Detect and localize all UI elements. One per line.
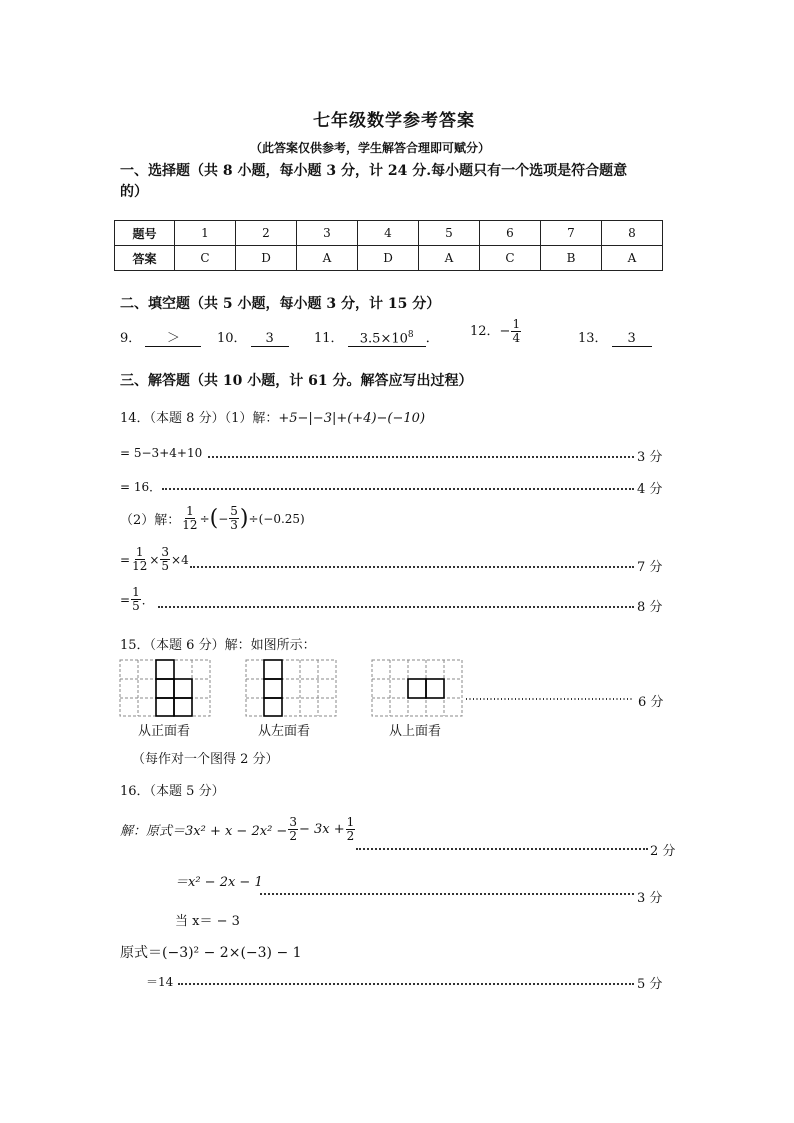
- top-view-grid: [372, 660, 462, 716]
- q14-intro: 14．（本题 8 分）（1）解：: [120, 411, 279, 426]
- q11-answer-base: 3.5×10: [359, 331, 408, 346]
- dotted-leader: [260, 893, 634, 895]
- fraction-numerator: 1: [186, 504, 194, 518]
- table-cell: 1: [175, 221, 236, 246]
- table-cell: C: [480, 246, 541, 271]
- q14-step3-score: 7 分: [637, 560, 663, 575]
- q12: [470, 318, 522, 345]
- left-view-label: 从左面看: [258, 724, 311, 739]
- fraction-numerator: 3: [161, 545, 170, 559]
- table-cell: 4: [358, 221, 419, 246]
- q16-intro: 16．（本题 5 分）: [120, 784, 225, 799]
- q10-number: 10．: [217, 331, 247, 346]
- section1-heading-line2: 的）: [120, 184, 148, 200]
- q15-views-figure: [118, 658, 658, 720]
- q16-line5-score: 5 分: [637, 977, 663, 992]
- q10-answer: 3: [251, 332, 289, 347]
- q16-line2-score: 3 分: [637, 891, 663, 906]
- fraction-denominator: 5: [132, 599, 140, 613]
- q14-frac4: [160, 546, 170, 573]
- section1-heading-line1: 一、选择题（共 8 小题，每小题 3 分，计 24 分.每小题只有一个选项是符合题意: [120, 163, 628, 179]
- q14-step3: [120, 546, 189, 573]
- q14-frac5: [131, 586, 141, 613]
- q9-answer: ＞: [145, 332, 201, 347]
- table-row: [115, 246, 663, 271]
- left-view-shape: [264, 660, 282, 716]
- q14-intro-line: [120, 407, 425, 426]
- table-cell: 5: [419, 221, 480, 246]
- q14-step4: [120, 586, 154, 613]
- table-cell: A: [419, 246, 480, 271]
- q9: [120, 327, 201, 347]
- fraction-denominator: 5: [161, 559, 170, 573]
- q11-answer: [348, 328, 426, 347]
- table-cell: B: [541, 246, 602, 271]
- fraction-numerator: 3: [289, 815, 297, 829]
- section3-heading: 三、解答题（共 10 小题，计 61 分。解答应写出过程）: [120, 373, 473, 389]
- dotted-leader: [190, 566, 634, 568]
- dotted-leader: [158, 606, 634, 608]
- divide-sign: ÷: [248, 511, 259, 526]
- q16-line1: [120, 816, 356, 843]
- fraction-denominator: 2: [346, 829, 355, 843]
- page-note: （此答案仅供参考，学生解答合理即可赋分）: [250, 141, 491, 155]
- q14-step2-score: 4 分: [637, 482, 663, 497]
- q13: [578, 327, 652, 347]
- table-cell: 2: [236, 221, 297, 246]
- fraction-denominator: 2: [289, 829, 297, 843]
- table-cell: D: [236, 246, 297, 271]
- dotted-leader: [178, 983, 634, 985]
- table-cell: C: [175, 246, 236, 271]
- q14-step1-score: 3 分: [637, 450, 663, 465]
- front-view-grid: [120, 660, 210, 716]
- dotted-leader: [356, 848, 648, 850]
- fraction-numerator: 1: [346, 815, 355, 829]
- equals-sign: =: [120, 592, 131, 607]
- q12-number: 12．: [470, 324, 500, 339]
- q16-line5: ＝14: [146, 975, 174, 989]
- left-view-grid: [246, 660, 336, 716]
- row-label-question: 题号: [115, 221, 175, 246]
- q14-step1: = 5−3+4+10: [120, 446, 203, 460]
- fraction-denominator: 3: [230, 518, 238, 532]
- q14-tail: (−0.25): [258, 511, 305, 526]
- table-cell: 8: [602, 221, 663, 246]
- q16-line1-mid: − 3x +: [298, 822, 345, 837]
- q14-part2-label: （2）解：: [120, 513, 181, 528]
- paren-open: (: [209, 505, 219, 531]
- paren-close: ): [239, 505, 249, 531]
- times-sign: ×: [149, 552, 160, 567]
- q10: [217, 327, 289, 347]
- q11: [314, 327, 439, 347]
- q16-line1-prefix: 解：原式＝3x² + x − 2x² −: [120, 824, 288, 839]
- fraction-numerator: 5: [230, 504, 238, 518]
- q16-line1-score: 2 分: [650, 844, 676, 859]
- q14-frac2: [229, 505, 239, 532]
- table-cell: 6: [480, 221, 541, 246]
- answer-table: [114, 220, 663, 271]
- q13-number: 13．: [578, 331, 608, 346]
- q16-frac2: [346, 816, 356, 843]
- fraction-denominator: 12: [132, 559, 148, 573]
- q12-sign: −: [499, 324, 511, 339]
- q16-frac1: [288, 816, 298, 843]
- q11-number: 11．: [314, 331, 344, 346]
- dotted-leader: [162, 488, 634, 490]
- q16-line4: 原式＝(−3)² − 2×(−3) − 1: [120, 945, 302, 961]
- top-view-label: 从上面看: [389, 724, 442, 739]
- table-row: [115, 221, 663, 246]
- page-title: 七年级数学参考答案: [313, 111, 475, 131]
- fraction-numerator: 1: [132, 585, 140, 599]
- minus-sign: −: [218, 511, 229, 526]
- top-view-shape: [408, 679, 444, 698]
- period: ．: [141, 593, 154, 607]
- q15-note: （每作对一个图得 2 分）: [132, 752, 279, 767]
- q13-answer: 3: [612, 332, 652, 347]
- row-label-answer: 答案: [115, 246, 175, 271]
- q14-part2: [120, 505, 305, 532]
- table-cell: A: [297, 246, 358, 271]
- q15-score: 6 分: [638, 695, 664, 710]
- q14-frac1: [181, 505, 198, 532]
- table-cell: 7: [541, 221, 602, 246]
- times-four: ×4: [171, 552, 189, 567]
- front-view-label: 从正面看: [138, 724, 191, 739]
- table-cell: D: [358, 246, 419, 271]
- q11-end: ．: [425, 331, 439, 346]
- dotted-leader: [208, 456, 634, 458]
- q16-line3: 当 x＝ − 3: [175, 914, 240, 929]
- equals-sign: =: [120, 552, 131, 567]
- fraction-numerator: 1: [135, 545, 144, 559]
- q12-fraction: [511, 318, 521, 345]
- section2-heading: 二、填空题（共 5 小题，每小题 3 分，计 15 分）: [120, 296, 441, 312]
- fraction-numerator: 1: [512, 317, 521, 331]
- q14-expr1: +5−|−3|+(+4)−(−10): [278, 411, 426, 426]
- q9-number: 9．: [120, 331, 142, 346]
- q16-line2: ＝x² − 2x − 1: [175, 875, 263, 890]
- fraction-denominator: 4: [512, 331, 521, 345]
- q11-answer-exp: 8: [407, 329, 414, 340]
- front-view-shape: [156, 660, 192, 716]
- divide-sign: ÷: [199, 511, 210, 526]
- fraction-denominator: 12: [182, 518, 198, 532]
- q14-frac3: [131, 546, 148, 573]
- table-cell: 3: [297, 221, 358, 246]
- q14-step2: = 16．: [120, 480, 162, 494]
- q15-intro: 15．（本题 6 分）解：如图所示：: [120, 638, 316, 653]
- q14-step4-score: 8 分: [637, 600, 663, 615]
- table-cell: A: [602, 246, 663, 271]
